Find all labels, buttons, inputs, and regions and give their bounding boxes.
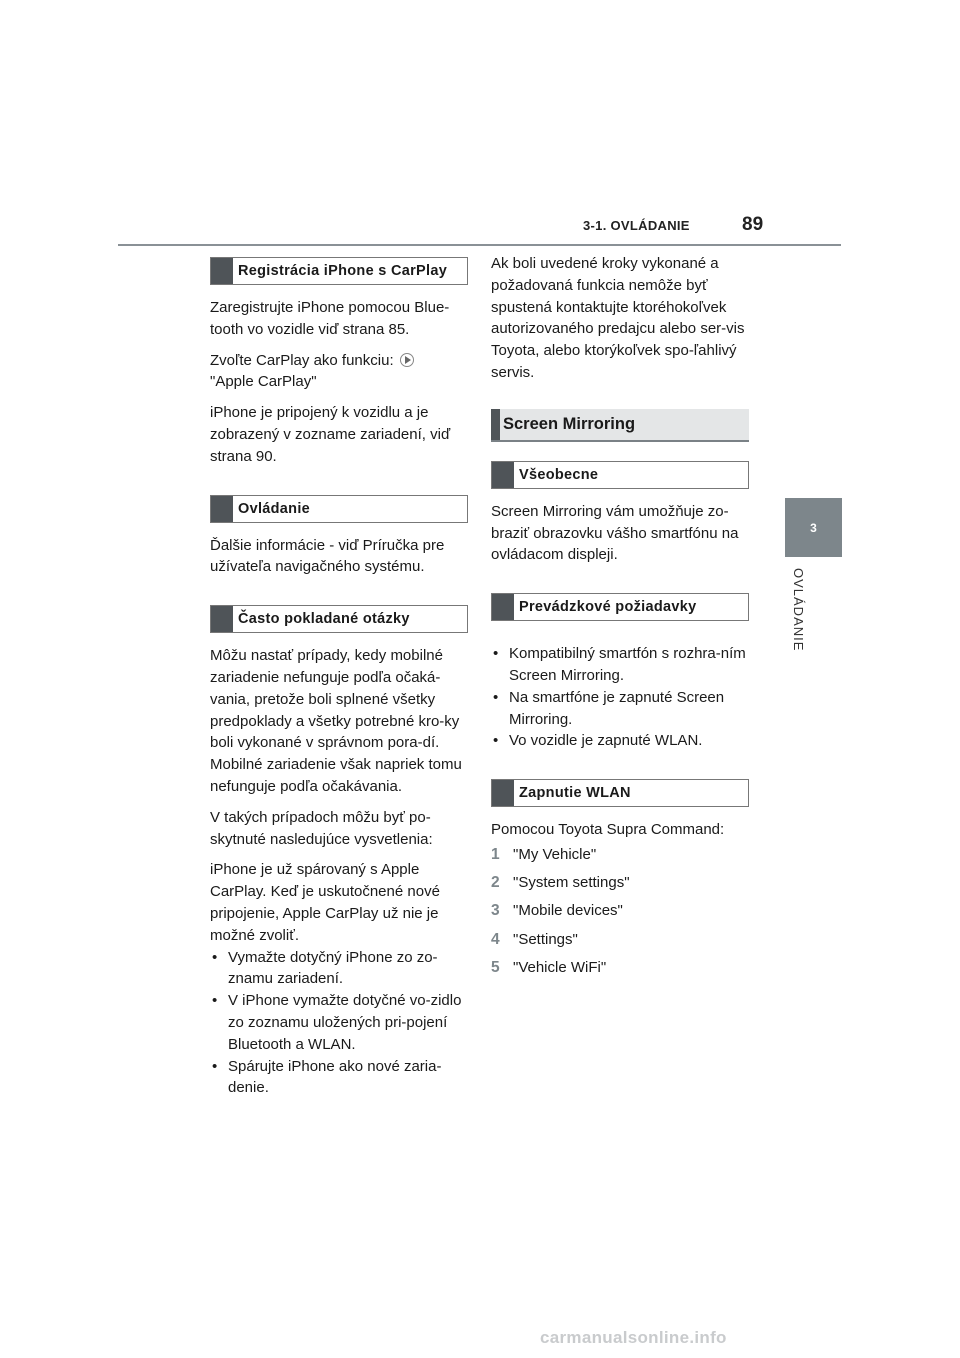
heading-marker bbox=[492, 462, 514, 488]
heading-marker bbox=[492, 594, 514, 620]
left-column bbox=[210, 257, 468, 1099]
menu-option-text: "Apple CarPlay" bbox=[210, 373, 317, 391]
heading-screen-mirroring-text: Screen Mirroring bbox=[503, 414, 636, 433]
step-text: "Vehicle WiFi" bbox=[513, 958, 607, 976]
page-number: 89 bbox=[742, 214, 764, 235]
bullet-list bbox=[491, 643, 749, 752]
heading-general bbox=[491, 461, 749, 489]
list-item bbox=[491, 869, 749, 897]
heading-registration-text: Registrácia iPhone s CarPlay bbox=[238, 263, 448, 279]
paragraph: Môžu nastať prípady, kedy mobilné zariadenie nefunguje podľa očaká-vania, pretože boli splnené všetky predpoklady a všetky potrebné kro-ky boli vykonané v správnom pora-dí. Mobilné zariadenie však napriek tomu nefunguje podľa očakávania. bbox=[210, 647, 462, 795]
paragraph: Pomocou Toyota Supra Command: bbox=[491, 821, 725, 839]
list-item: • Kompatibilný smartfón s rozhra-ním Screen Mirroring. bbox=[491, 643, 749, 687]
heading-marker bbox=[211, 606, 233, 632]
heading-marker bbox=[211, 258, 233, 284]
list-item: • Spárujte iPhone ako nové zaria-denie. bbox=[210, 1056, 468, 1100]
step-text: "Settings" bbox=[513, 930, 578, 948]
watermark: carmanualsonline.info bbox=[540, 1328, 727, 1347]
heading-control-text: Ovládanie bbox=[238, 500, 311, 517]
list-item: • Na smartfóne je zapnuté Screen Mirroring. bbox=[491, 687, 749, 731]
heading-faq-text: Často pokladané otázky bbox=[238, 611, 410, 628]
paragraph: iPhone je už spárovaný s Apple CarPlay. Keď je uskutočnené nové pripojenie, Apple CarPlay už nie je možné zvoliť. bbox=[210, 861, 440, 944]
step-text: "Mobile devices" bbox=[513, 902, 623, 920]
paragraph: iPhone je pripojený k vozidlu a je zobrazený v zozname zariadení, viď strana 90. bbox=[210, 404, 451, 465]
heading-marker bbox=[492, 780, 514, 806]
paragraph: Screen Mirroring vám umožňuje zo-braziť obrazovku vášho smartfónu na ovládacom displeji. bbox=[491, 502, 739, 564]
paragraph-text: Zvoľte CarPlay ako funkciu: bbox=[210, 351, 394, 369]
heading-faq bbox=[210, 605, 468, 633]
heading-marker bbox=[491, 409, 500, 440]
heading-marker bbox=[211, 496, 233, 522]
bullet-list bbox=[210, 947, 468, 1100]
heading-wlan-text: Zapnutie WLAN bbox=[519, 785, 631, 802]
header-rule bbox=[118, 244, 841, 246]
heading-control bbox=[210, 495, 468, 523]
paragraph: Ďalšie informácie - viď Príručka pre užívateľa navigačného systému. bbox=[210, 536, 445, 576]
heading-wlan bbox=[491, 779, 749, 807]
list-item bbox=[491, 954, 749, 982]
paragraph: Ak boli uvedené kroky vykonané a požadovaná funkcia nemôže byť spustená kontaktujte ktoréhokoľvek autorizovaného predajcu alebo ser-vis Toyota, alebo ktorýkoľvek spo-ľahlivý servis. bbox=[491, 255, 745, 381]
play-circle-icon bbox=[400, 353, 414, 367]
paragraph: Zaregistrujte iPhone pomocou Blue-tooth vo vozidle viď strana 85. bbox=[210, 299, 450, 338]
chapter-tab bbox=[785, 498, 842, 557]
heading-general-text: Všeobecne bbox=[519, 466, 599, 483]
step-number: 5 bbox=[491, 958, 500, 976]
step-text: "My Vehicle" bbox=[513, 845, 597, 863]
heading-screen-mirroring bbox=[491, 409, 749, 442]
paragraph: V takých prípadoch môžu byť po-skytnuté nasledujúce vysvetlenia: bbox=[210, 808, 433, 848]
list-item: • V iPhone vymažte dotyčné vo-zidlo zo zoznamu uložených pri-pojení Bluetooth a WLAN. bbox=[210, 990, 468, 1055]
right-column bbox=[491, 253, 749, 982]
step-list bbox=[491, 841, 749, 982]
list-item bbox=[491, 926, 749, 954]
step-text: "System settings" bbox=[513, 874, 630, 892]
section-header: 3-1. OVLÁDANIE bbox=[583, 218, 690, 233]
chapter-label: OVLÁDANIE bbox=[791, 568, 806, 652]
step-number: 1 bbox=[491, 845, 500, 863]
list-item bbox=[491, 841, 749, 869]
paragraph bbox=[210, 350, 468, 394]
step-number: 4 bbox=[491, 930, 500, 948]
list-item: • Vymažte dotyčný iPhone zo zo-znamu zariadení. bbox=[210, 947, 468, 991]
step-number: 3 bbox=[491, 902, 500, 920]
heading-registration bbox=[210, 257, 468, 285]
step-number: 2 bbox=[491, 874, 500, 892]
list-item bbox=[491, 897, 749, 925]
chapter-number: 3 bbox=[810, 520, 817, 535]
heading-requirements-text: Prevádzkové požiadavky bbox=[519, 599, 697, 616]
heading-requirements bbox=[491, 593, 749, 621]
list-item: • Vo vozidle je zapnuté WLAN. bbox=[491, 730, 749, 752]
